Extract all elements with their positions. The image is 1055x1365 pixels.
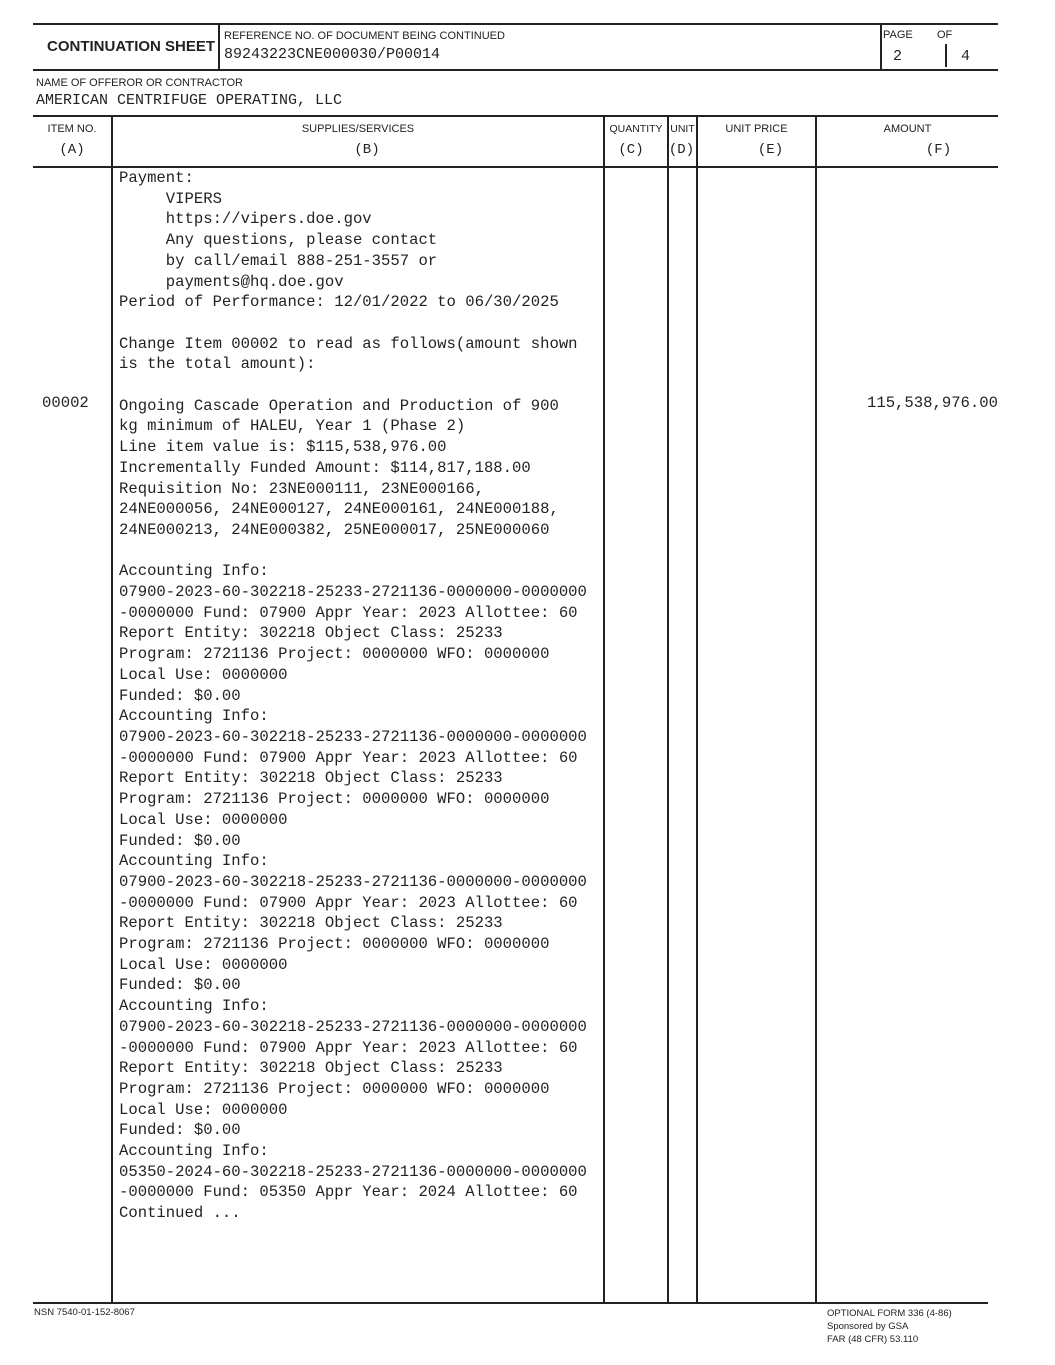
body-line: Local Use: 0000000: [119, 1100, 288, 1119]
body-line: payments@hq.doe.gov: [119, 272, 344, 291]
body-line: -0000000 Fund: 05350 Appr Year: 2024 Allottee: 60: [119, 1183, 578, 1202]
body-line: Funded: $0.00: [119, 976, 241, 995]
body-line: Accounting Info:: [119, 997, 269, 1016]
body-line: -0000000 Fund: 07900 Appr Year: 2023 Allottee: 60: [119, 603, 578, 622]
body-line: 05350-2024-60-302218-25233-2721136-0000000-0000000: [119, 1162, 587, 1181]
column-header-unit-price: UNIT PRICE: [725, 123, 788, 135]
table-top-rule: [33, 115, 998, 117]
reference-label: REFERENCE NO. OF DOCUMENT BEING CONTINUED: [224, 30, 505, 42]
offeror-label: NAME OF OFFEROR OR CONTRACTOR: [36, 77, 243, 89]
sheet-title: CONTINUATION SHEET: [47, 38, 216, 55]
body-line: Payment:: [119, 169, 194, 187]
body-line: Accounting Info:: [119, 1142, 269, 1161]
reference-value: 89243223CNE000030/P00014: [224, 46, 441, 63]
column-letter-e: (E): [757, 142, 784, 158]
body-line: 07900-2023-60-302218-25233-2721136-0000000-0000000: [119, 727, 587, 746]
body-line: is the total amount):: [119, 355, 316, 374]
column-divider-a-b: [111, 115, 113, 1304]
body-line: https://vipers.doe.gov: [119, 210, 372, 229]
table-bottom-rule: [33, 1302, 988, 1304]
offeror-name: AMERICAN CENTRIFUGE OPERATING, LLC: [36, 92, 343, 109]
header-divider: [218, 23, 220, 71]
body-line: 24NE000056, 24NE000127, 24NE000161, 24NE000188,: [119, 500, 559, 519]
body-line: Accounting Info:: [119, 562, 269, 581]
column-header-item-no: ITEM NO.: [47, 123, 97, 135]
column-letter-f: (F): [925, 142, 952, 158]
column-letter-a: (A): [59, 142, 85, 158]
column-letter-b: (B): [354, 142, 380, 158]
body-line: Funded: $0.00: [119, 831, 241, 850]
body-line: Any questions, please contact: [119, 231, 438, 250]
body-line: -0000000 Fund: 07900 Appr Year: 2023 Allottee: 60: [119, 748, 578, 767]
item-amount: 115,538,976.00: [866, 394, 998, 412]
body-line: -0000000 Fund: 07900 Appr Year: 2023 Allottee: 60: [119, 1038, 578, 1057]
body-line: VIPERS: [119, 189, 222, 208]
body-line: -0000000 Fund: 07900 Appr Year: 2023 Allottee: 60: [119, 893, 578, 912]
body-line: Program: 2721136 Project: 0000000 WFO: 0000000: [119, 935, 550, 954]
page-total: 4: [961, 48, 971, 65]
body-line: Incrementally Funded Amount: $114,817,188.00: [119, 458, 531, 477]
column-header-amount: AMOUNT: [883, 123, 932, 135]
body-line: Accounting Info:: [119, 852, 269, 871]
body-line: Program: 2721136 Project: 0000000 WFO: 0000000: [119, 1079, 550, 1098]
body-line: 07900-2023-60-302218-25233-2721136-0000000-0000000: [119, 872, 587, 891]
column-header-quantity: QUANTITY: [609, 123, 663, 135]
body-line: Report Entity: 302218 Object Class: 25233: [119, 769, 503, 788]
body-line: Report Entity: 302218 Object Class: 25233: [119, 1059, 503, 1078]
of-label: OF: [937, 29, 953, 41]
body-line: kg minimum of HALEU, Year 1 (Phase 2): [119, 417, 466, 436]
body-line: Report Entity: 302218 Object Class: 25233: [119, 914, 503, 933]
column-divider-b-c: [603, 115, 605, 1304]
body-line: Accounting Info:: [119, 707, 269, 726]
body-line: Funded: $0.00: [119, 686, 241, 705]
column-letter-d: (D): [668, 142, 695, 158]
page-label: PAGE: [883, 29, 913, 41]
page-divider: [880, 23, 882, 71]
body-line: Requisition No: 23NE000111, 23NE000166,: [119, 479, 484, 498]
nsn-number: NSN 7540-01-152-8067: [34, 1307, 135, 1318]
body-line: by call/email 888-251-3557 or: [119, 251, 438, 270]
body-line: Ongoing Cascade Operation and Production of 900: [119, 396, 559, 415]
body-line: 24NE000213, 24NE000382, 25NE000017, 25NE000060: [119, 520, 550, 539]
column-divider-d-e: [696, 115, 698, 1304]
form-number: OPTIONAL FORM 336 (4-86): [827, 1308, 952, 1319]
body-line: 07900-2023-60-302218-25233-2721136-0000000-0000000: [119, 583, 587, 602]
body-line: Change Item 00002 to read as follows(amount shown: [119, 334, 578, 353]
body-line: Continued ...: [119, 1204, 241, 1223]
item-number: 00002: [42, 394, 89, 412]
body-line: Period of Performance: 12/01/2022 to 06/30/2025: [119, 293, 559, 312]
body-line: Program: 2721136 Project: 0000000 WFO: 0000000: [119, 790, 550, 809]
body-line: Local Use: 0000000: [119, 810, 288, 829]
header-top-rule: [33, 23, 998, 25]
body-line: Local Use: 0000000: [119, 665, 288, 684]
page-number: 2: [893, 48, 903, 65]
body-line: Program: 2721136 Project: 0000000 WFO: 0000000: [119, 645, 550, 664]
column-divider-c-d: [667, 115, 669, 1304]
page-of-divider: [945, 44, 947, 67]
column-header-unit: UNIT: [670, 123, 695, 135]
body-line: Report Entity: 302218 Object Class: 25233: [119, 624, 503, 643]
header-bottom-rule: [33, 69, 998, 71]
body-line: Funded: $0.00: [119, 1121, 241, 1140]
column-divider-e-f: [815, 115, 817, 1304]
body-line: 07900-2023-60-302218-25233-2721136-0000000-0000000: [119, 1017, 587, 1036]
supplies-services-text: [119, 168, 587, 1224]
form-far: FAR (48 CFR) 53.110: [827, 1334, 919, 1345]
body-line: Line item value is: $115,538,976.00: [119, 438, 447, 457]
column-header-supplies: SUPPLIES/SERVICES: [301, 123, 415, 135]
body-line: Local Use: 0000000: [119, 955, 288, 974]
column-letter-c: (C): [618, 142, 644, 158]
form-sponsor: Sponsored by GSA: [827, 1321, 909, 1332]
